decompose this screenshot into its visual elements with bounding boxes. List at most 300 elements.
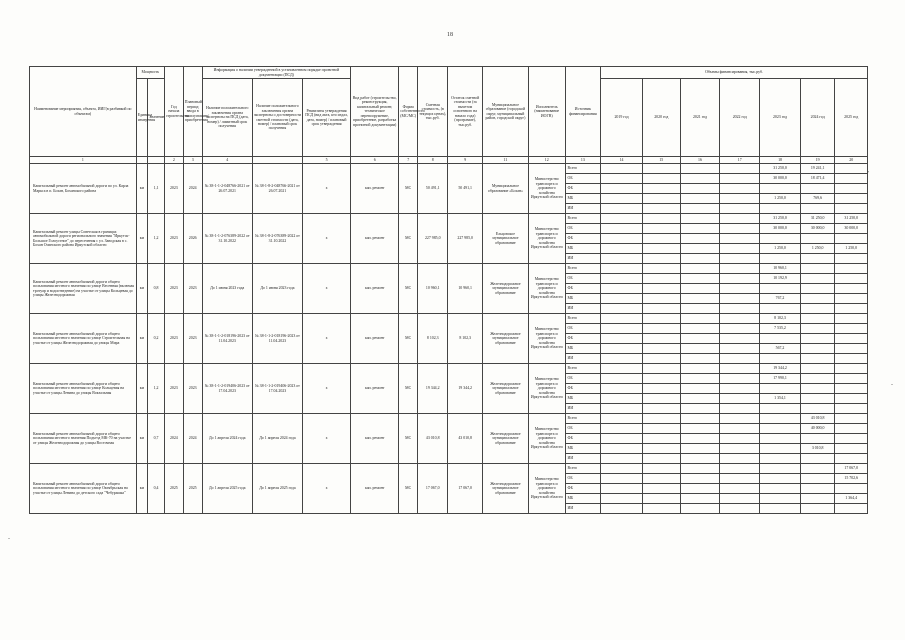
funding-empty-year [720, 234, 760, 244]
financing-table [29, 66, 868, 514]
funding-empty-year [601, 234, 643, 244]
project-executor: Министерство транспорта и дорожного хозяйства Иркутской области [528, 214, 565, 264]
funding-source: Всего [565, 414, 601, 424]
funding-empty-year [720, 214, 760, 224]
funding-source: МБ [565, 494, 601, 504]
funding-source: ИИ [565, 454, 601, 464]
funding-empty-year [601, 504, 643, 514]
column-number: 11 [482, 157, 528, 164]
funding-empty-year [720, 264, 760, 274]
column-number: 9 [448, 157, 483, 164]
funding-2023 [760, 504, 801, 514]
project-cost: 8 102,3 [418, 314, 448, 364]
funding-2024 [800, 184, 835, 194]
funding-2023 [760, 234, 801, 244]
project-approval: х [303, 264, 351, 314]
funding-empty-year [680, 384, 720, 394]
funding-empty-year [720, 364, 760, 374]
funding-2023: 31 250,0 [760, 164, 801, 174]
funding-2025 [835, 334, 868, 344]
project-municipality: Железнодорожное муниципальное образование [482, 414, 528, 464]
header-plan-year: Плановый период ввода в эксплуатацию/приобретения [183, 67, 202, 157]
project-approval: х [303, 314, 351, 364]
funding-empty-year [601, 224, 643, 234]
header-year: 2025 год [835, 79, 868, 157]
funding-2023 [760, 494, 801, 504]
funding-empty-year [601, 444, 643, 454]
funding-2023: 767,2 [760, 294, 801, 304]
funding-empty-year [642, 404, 680, 414]
funding-2024: 43 010,8 [800, 414, 835, 424]
funding-empty-year [601, 434, 643, 444]
funding-2023: 10 960,1 [760, 264, 801, 274]
funding-empty-year [601, 344, 643, 354]
funding-2023 [760, 434, 801, 444]
funding-empty-year [720, 414, 760, 424]
column-number: 1 [30, 157, 137, 164]
funding-empty-year [720, 304, 760, 314]
funding-2025 [835, 234, 868, 244]
funding-empty-year [720, 494, 760, 504]
project-name: Капитальный ремонт автомобильной дороги общего пользования местного значения по улице Строительная на участке от улицы Железнодорожная до улицы Мира [30, 314, 137, 364]
funding-empty-year [720, 484, 760, 494]
project-start-year: 2023 [164, 164, 183, 214]
funding-source: Всего [565, 364, 601, 374]
header-reliability: Наличие положительного заключения органа экспертизы о достоверности сметной стоимости (дата, номер) / плановый срок получения [252, 79, 302, 157]
funding-empty-year [680, 394, 720, 404]
funding-empty-year [720, 504, 760, 514]
funding-2024 [800, 474, 835, 484]
funding-empty-year [720, 354, 760, 364]
funding-2023: 567,2 [760, 344, 801, 354]
project-approval: х [303, 164, 351, 214]
table-body [30, 164, 868, 514]
funding-empty-year [680, 454, 720, 464]
project-reliability: № 38-1-1-2-018196-2023 от 11.04.2023 [252, 314, 302, 364]
funding-empty-year [720, 394, 760, 404]
funding-2025 [835, 264, 868, 274]
project-remaining: 43 010,8 [448, 414, 483, 464]
funding-empty-year [642, 444, 680, 454]
funding-source: ОБ [565, 224, 601, 234]
funding-2024: 19 241,1 [800, 164, 835, 174]
funding-2025 [835, 254, 868, 264]
funding-empty-year [720, 464, 760, 474]
funding-source: МБ [565, 444, 601, 454]
funding-2025 [835, 454, 868, 464]
project-reliability: До 1 июня 2023 года [252, 264, 302, 314]
funding-empty-year [642, 214, 680, 224]
funding-2025 [835, 394, 868, 404]
project-plan-year: 2025 [183, 464, 202, 514]
column-number: 14 [601, 157, 643, 164]
project-work-type: кап. ремонт [351, 214, 399, 264]
funding-empty-year [601, 184, 643, 194]
funding-empty-year [642, 354, 680, 364]
project-ownership: МС [399, 314, 418, 364]
funding-2023: 31 250,0 [760, 214, 801, 224]
funding-empty-year [642, 264, 680, 274]
funding-2025 [835, 414, 868, 424]
funding-empty-year [680, 284, 720, 294]
funding-2023 [760, 464, 801, 474]
funding-empty-year [601, 194, 643, 204]
funding-empty-year [642, 314, 680, 324]
project-value: 1,1 [148, 164, 165, 214]
project-remaining: 8 102,3 [448, 314, 483, 364]
funding-empty-year [720, 164, 760, 174]
funding-2023: 1 354,1 [760, 394, 801, 404]
project-start-year: 2023 [164, 314, 183, 364]
project-remaining: 17 067,0 [448, 464, 483, 514]
funding-2024 [800, 254, 835, 264]
project-cost: 227 985,0 [418, 214, 448, 264]
project-name: Капитальный ремонт автомобильной дороги общего пользования местного значения по улице Октябрьская на участке от улицы Ленина до детского сада "Чебурашка" [30, 464, 137, 514]
funding-2024: 40 000,0 [800, 424, 835, 434]
funding-2023 [760, 404, 801, 414]
funding-2023: 19 344,2 [760, 364, 801, 374]
header-year: 2019 год [601, 79, 643, 157]
table-row [30, 214, 868, 224]
project-plan-year: 2023 [183, 314, 202, 364]
funding-empty-year [680, 264, 720, 274]
funding-source: ИИ [565, 204, 601, 214]
funding-source: ФБ [565, 284, 601, 294]
funding-2023 [760, 284, 801, 294]
funding-empty-year [720, 434, 760, 444]
funding-empty-year [642, 434, 680, 444]
project-plan-year: 2023 [183, 264, 202, 314]
funding-empty-year [680, 194, 720, 204]
funding-2024 [800, 284, 835, 294]
funding-empty-year [601, 314, 643, 324]
column-number: 19 [800, 157, 835, 164]
funding-empty-year [642, 494, 680, 504]
funding-empty-year [680, 244, 720, 254]
funding-source: ОБ [565, 274, 601, 284]
funding-empty-year [720, 284, 760, 294]
header-work-type: Вид работ (строительство, реконструкция, капитальный ремонт, техническое перевооружение, приобретение, разработка проектной документации) [351, 67, 399, 157]
margin-mark: - [891, 382, 893, 388]
funding-empty-year [642, 304, 680, 314]
funding-empty-year [642, 484, 680, 494]
project-work-type: кап. ремонт [351, 364, 399, 414]
table-row [30, 464, 868, 474]
project-work-type: кап. ремонт [351, 314, 399, 364]
funding-2024 [800, 204, 835, 214]
header-name: Наименование мероприятия, объекта, ИИГ(в разбивкой по объектам) [30, 67, 137, 157]
funding-empty-year [720, 294, 760, 304]
funding-empty-year [680, 414, 720, 424]
project-approval: х [303, 414, 351, 464]
funding-empty-year [680, 304, 720, 314]
funding-empty-year [680, 464, 720, 474]
header-approval: Реквизиты утверждения ПСД (вид акта, кто издал, дата, номер) / плановый срок утверждения [303, 79, 351, 157]
header-ownership: Форма собственности (МС/МС) [399, 67, 418, 157]
table-row [30, 164, 868, 174]
funding-empty-year [601, 304, 643, 314]
funding-2025 [835, 504, 868, 514]
project-unit: км [136, 464, 148, 514]
project-expertise: № 38-1-1-2-018196-2023 от 11.04.2023 [202, 314, 252, 364]
funding-source: ИИ [565, 254, 601, 264]
funding-empty-year [642, 394, 680, 404]
funding-empty-year [680, 364, 720, 374]
project-value: 0,7 [148, 414, 165, 464]
project-value: 0,4 [148, 464, 165, 514]
funding-empty-year [642, 164, 680, 174]
project-ownership: МС [399, 414, 418, 464]
funding-2025 [835, 444, 868, 454]
funding-2024 [800, 234, 835, 244]
funding-2023 [760, 424, 801, 434]
header-year: 2021 год [680, 79, 720, 157]
funding-empty-year [720, 314, 760, 324]
project-ownership: МС [399, 164, 418, 214]
header-year: 2024 год [800, 79, 835, 157]
header-cost: Сметная стоимость, (в текущих ценах), тыс.руб. [418, 67, 448, 157]
funding-empty-year [720, 454, 760, 464]
project-expertise: № 38-1-1-2-076389-2022 от 31.10.2022 [202, 214, 252, 264]
funding-empty-year [720, 184, 760, 194]
funding-empty-year [601, 474, 643, 484]
column-number: 18 [760, 157, 801, 164]
funding-empty-year [601, 334, 643, 344]
funding-2024 [800, 314, 835, 324]
funding-empty-year [601, 164, 643, 174]
funding-2024 [800, 404, 835, 414]
funding-empty-year [680, 274, 720, 284]
project-value: 0,8 [148, 264, 165, 314]
funding-source: ФБ [565, 184, 601, 194]
project-remaining: 227 985,0 [448, 214, 483, 264]
funding-empty-year [642, 324, 680, 334]
funding-2025 [835, 434, 868, 444]
funding-source: Всего [565, 214, 601, 224]
funding-empty-year [601, 284, 643, 294]
funding-empty-year [642, 234, 680, 244]
funding-source: Всего [565, 164, 601, 174]
funding-2024: 1 250,0 [800, 244, 835, 254]
project-name: Капитальный ремонт автомобильной дороги общего пользования местного значения по улице Кольцевая на участке от улицы Ленина до улицы Вокзальная [30, 364, 137, 414]
funding-empty-year [680, 434, 720, 444]
funding-empty-year [680, 404, 720, 414]
funding-source: ОБ [565, 174, 601, 184]
funding-empty-year [601, 204, 643, 214]
project-plan-year: 2024 [183, 164, 202, 214]
funding-empty-year [680, 424, 720, 434]
funding-2025 [835, 424, 868, 434]
project-expertise: До 1 апреля 2025 года [202, 464, 252, 514]
funding-2024 [800, 364, 835, 374]
funding-empty-year [601, 364, 643, 374]
funding-2023: 30 000,0 [760, 224, 801, 234]
funding-2024 [800, 304, 835, 314]
funding-empty-year [720, 374, 760, 384]
funding-empty-year [601, 454, 643, 464]
funding-empty-year [642, 244, 680, 254]
funding-empty-year [720, 404, 760, 414]
project-expertise: № 38-1-1-2-019406-2023 от 17.04.2023 [202, 364, 252, 414]
funding-2023: 30 000,0 [760, 174, 801, 184]
funding-empty-year [642, 424, 680, 434]
project-executor: Министерство транспорта и дорожного хозяйства Иркутской области [528, 314, 565, 364]
header-remaining: Остаток сметной стоимости (за вычетом освоенного на начало года) (программе), тыс.руб. [448, 67, 483, 157]
funding-empty-year [601, 324, 643, 334]
funding-2023 [760, 484, 801, 494]
funding-source: Всего [565, 464, 601, 474]
funding-empty-year [720, 384, 760, 394]
funding-2023 [760, 414, 801, 424]
project-cost: 10 960,1 [418, 264, 448, 314]
project-start-year: 2023 [164, 214, 183, 264]
funding-empty-year [601, 264, 643, 274]
funding-2024 [800, 394, 835, 404]
funding-2024 [800, 274, 835, 284]
funding-empty-year [720, 224, 760, 234]
project-unit: км [136, 314, 148, 364]
funding-empty-year [642, 474, 680, 484]
funding-empty-year [680, 294, 720, 304]
funding-source: ОБ [565, 424, 601, 434]
funding-empty-year [680, 254, 720, 264]
funding-empty-year [720, 244, 760, 254]
funding-source: ФБ [565, 234, 601, 244]
funding-source: ОБ [565, 474, 601, 484]
project-municipality: Железнодорожное муниципальное образование [482, 364, 528, 414]
funding-source: ФБ [565, 334, 601, 344]
funding-empty-year [680, 344, 720, 354]
column-number [136, 157, 148, 164]
funding-empty-year [642, 464, 680, 474]
column-number [148, 157, 165, 164]
funding-2023 [760, 254, 801, 264]
funding-empty-year [720, 324, 760, 334]
project-work-type: кап. ремонт [351, 414, 399, 464]
funding-2025 [835, 284, 868, 294]
column-number: 20 [835, 157, 868, 164]
funding-empty-year [720, 334, 760, 344]
funding-empty-year [720, 424, 760, 434]
project-start-year: 2023 [164, 264, 183, 314]
margin-mark: ' [868, 171, 870, 177]
project-expertise: № 38-1-1-2-048766-2021 от 26.07.2021 [202, 164, 252, 214]
funding-empty-year [642, 374, 680, 384]
funding-empty-year [680, 494, 720, 504]
funding-source: ИИ [565, 504, 601, 514]
funding-empty-year [680, 474, 720, 484]
funding-empty-year [642, 344, 680, 354]
project-cost: 19 344,2 [418, 364, 448, 414]
funding-empty-year [601, 384, 643, 394]
table-row [30, 314, 868, 324]
funding-source: ИИ [565, 404, 601, 414]
project-value: 0,2 [148, 314, 165, 364]
funding-empty-year [720, 274, 760, 284]
project-reliability: № 38-1-8-2-076389-2022 от 31.10.2022 [252, 214, 302, 264]
project-ownership: МС [399, 464, 418, 514]
funding-2025 [835, 384, 868, 394]
funding-empty-year [601, 494, 643, 504]
project-approval: х [303, 464, 351, 514]
funding-source: ФБ [565, 484, 601, 494]
funding-empty-year [601, 424, 643, 434]
funding-2024 [800, 384, 835, 394]
funding-empty-year [601, 174, 643, 184]
column-number: 17 [720, 157, 760, 164]
funding-2025: 15 702,6 [835, 474, 868, 484]
funding-empty-year [642, 204, 680, 214]
header-psd-info: Информация о наличии утвержденной в установленном порядке проектной документации (ПСД) [202, 67, 351, 79]
project-unit: км [136, 164, 148, 214]
table-row [30, 364, 868, 374]
project-work-type: кап. ремонт [351, 464, 399, 514]
funding-2023 [760, 354, 801, 364]
funding-2025 [835, 364, 868, 374]
funding-2024: 769,6 [800, 194, 835, 204]
funding-empty-year [680, 374, 720, 384]
project-reliability: До 1 апреля 2025 года [252, 464, 302, 514]
funding-2025 [835, 174, 868, 184]
funding-source: МБ [565, 344, 601, 354]
funding-2024 [800, 504, 835, 514]
project-reliability: До 1 апреля 2024 года [252, 414, 302, 464]
funding-2023 [760, 204, 801, 214]
project-cost: 43 010,8 [418, 414, 448, 464]
header-year: 2023 год [760, 79, 801, 157]
column-number: 12 [528, 157, 565, 164]
funding-2024 [800, 354, 835, 364]
project-cost: 50 491,1 [418, 164, 448, 214]
project-plan-year: 2023 [183, 364, 202, 414]
project-municipality: Ельцовское муниципальное образование [482, 214, 528, 264]
project-ownership: МС [399, 214, 418, 264]
funding-2025: 1 250,0 [835, 244, 868, 254]
project-municipality: Железнодорожное муниципальное образование [482, 314, 528, 364]
project-remaining: 50 491,1 [448, 164, 483, 214]
project-start-year: 2025 [164, 464, 183, 514]
column-number: 13 [565, 157, 601, 164]
funding-2025: 30 000,0 [835, 224, 868, 234]
funding-empty-year [642, 364, 680, 374]
project-name: Капитальный ремонт автомобильной дороги по ул. Карла Маркса в п. Бохан, Боханского района [30, 164, 137, 214]
column-number: 16 [680, 157, 720, 164]
funding-2024: 18 471,4 [800, 174, 835, 184]
funding-empty-year [601, 404, 643, 414]
funding-empty-year [601, 214, 643, 224]
funding-empty-year [720, 474, 760, 484]
project-start-year: 2023 [164, 364, 183, 414]
funding-2025 [835, 184, 868, 194]
funding-empty-year [601, 464, 643, 474]
column-number-row [30, 157, 868, 164]
header-year: 2020 год [642, 79, 680, 157]
project-municipality: Железнодорожное муниципальное образование [482, 264, 528, 314]
funding-source: ИИ [565, 354, 601, 364]
funding-2025 [835, 314, 868, 324]
project-municipality: Железнодорожное муниципальное образование [482, 464, 528, 514]
column-number [252, 157, 302, 164]
header-executor: Исполнитель (наименование ИОГВ) [528, 67, 565, 157]
column-number: 4 [202, 157, 252, 164]
project-work-type: кап. ремонт [351, 164, 399, 214]
project-name: Капитальный ремонт автомобильной дороги общего пользования местного значения по улице Весенняя (включая тротуар и водоотведение) на участке от улицы Кольцевая до улицы Железнодорожная [30, 264, 137, 314]
project-ownership: МС [399, 364, 418, 414]
funding-2025 [835, 484, 868, 494]
header-finance: Объемы финансирования, тыс.руб. [601, 67, 868, 79]
table-row [30, 264, 868, 274]
project-executor: Министерство транспорта и дорожного хозяйства Иркутской области [528, 264, 565, 314]
